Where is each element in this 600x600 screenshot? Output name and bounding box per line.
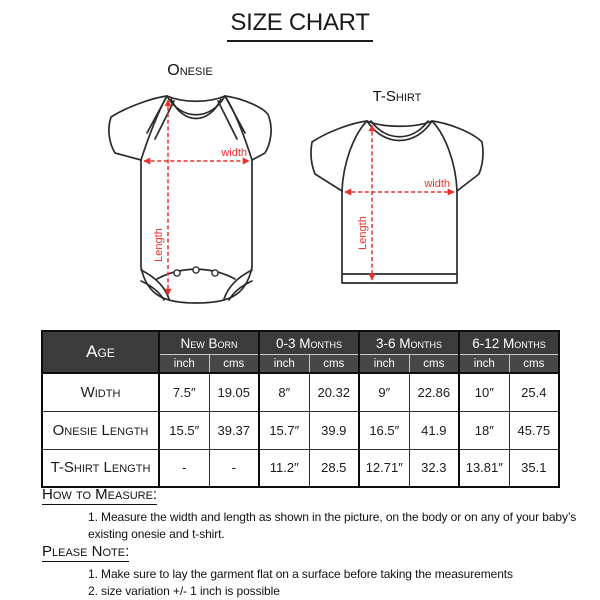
group-header-0-3: 0-3 Months [259,331,359,355]
note-item: 1. Make sure to lay the garment flat on a surface before taking the measurements [88,567,513,581]
note-item: 2. size variation +/- 1 inch is possible [88,584,280,598]
cell: 15.7″ [259,411,309,449]
cell: 41.9 [409,411,459,449]
onesie-diagram [107,89,273,305]
tshirt-length-label: Length [357,216,369,250]
unit-header-cms: cms [409,355,459,374]
age-header: Age [42,331,159,373]
tshirt-outline [311,121,483,283]
group-header-newborn: New Born [159,331,259,355]
cell: 15.5″ [159,411,209,449]
cell: 39.9 [309,411,359,449]
cell: 22.86 [409,373,459,411]
please-note-section [42,543,558,600]
cell: 18″ [459,411,509,449]
cell: 45.75 [509,411,559,449]
row-label: T-Shirt Length [42,449,159,487]
cell: 9″ [359,373,409,411]
unit-header-inch: inch [159,355,209,374]
unit-header-inch: inch [359,355,409,374]
onesie-outline [109,96,271,303]
cell: 12.71″ [359,449,409,487]
cell: 19.05 [209,373,259,411]
unit-header-cms: cms [509,355,559,374]
please-note-title: Please Note: [42,543,130,560]
cell: - [159,449,209,487]
how-to-measure-title: How to Measure: [42,486,158,503]
cell: 25.4 [509,373,559,411]
cell: 39.37 [209,411,259,449]
cell: 20.32 [309,373,359,411]
unit-header-inch: inch [459,355,509,374]
cell: 35.1 [509,449,559,487]
table-row-onesie-length [42,411,559,449]
tshirt-width-label: width [424,178,450,190]
cell: 13.81″ [459,449,509,487]
group-header-6-12: 6-12 Months [459,331,559,355]
page-title: SIZE CHART [0,9,600,42]
cell: 10″ [459,373,509,411]
cell: 7.5″ [159,373,209,411]
tshirt-label: T-Shirt [372,88,422,105]
onesie-label: Onesie [167,62,213,79]
table-row-tshirt-length [42,449,559,487]
cell: 8″ [259,373,309,411]
cell: - [209,449,259,487]
tshirt-diagram [309,111,485,286]
unit-header-inch: inch [259,355,309,374]
cell: 28.5 [309,449,359,487]
size-table [41,330,560,488]
onesie-length-label: Length [153,228,165,262]
table-header-row [42,331,559,355]
table-row-width [42,373,559,411]
measure-instruction: 1. Measure the width and length as shown in the picture, on the body or on any of your baby’s existing onesie and t-shirt. [88,510,577,541]
cell: 11.2″ [259,449,309,487]
row-label: Onesie Length [42,411,159,449]
unit-header-cms: cms [209,355,259,374]
row-label: Width [42,373,159,411]
unit-header-cms: cms [309,355,359,374]
cell: 32.3 [409,449,459,487]
cell: 16.5″ [359,411,409,449]
how-to-measure-section [42,486,577,543]
onesie-width-label: width [221,147,247,159]
group-header-3-6: 3-6 Months [359,331,459,355]
